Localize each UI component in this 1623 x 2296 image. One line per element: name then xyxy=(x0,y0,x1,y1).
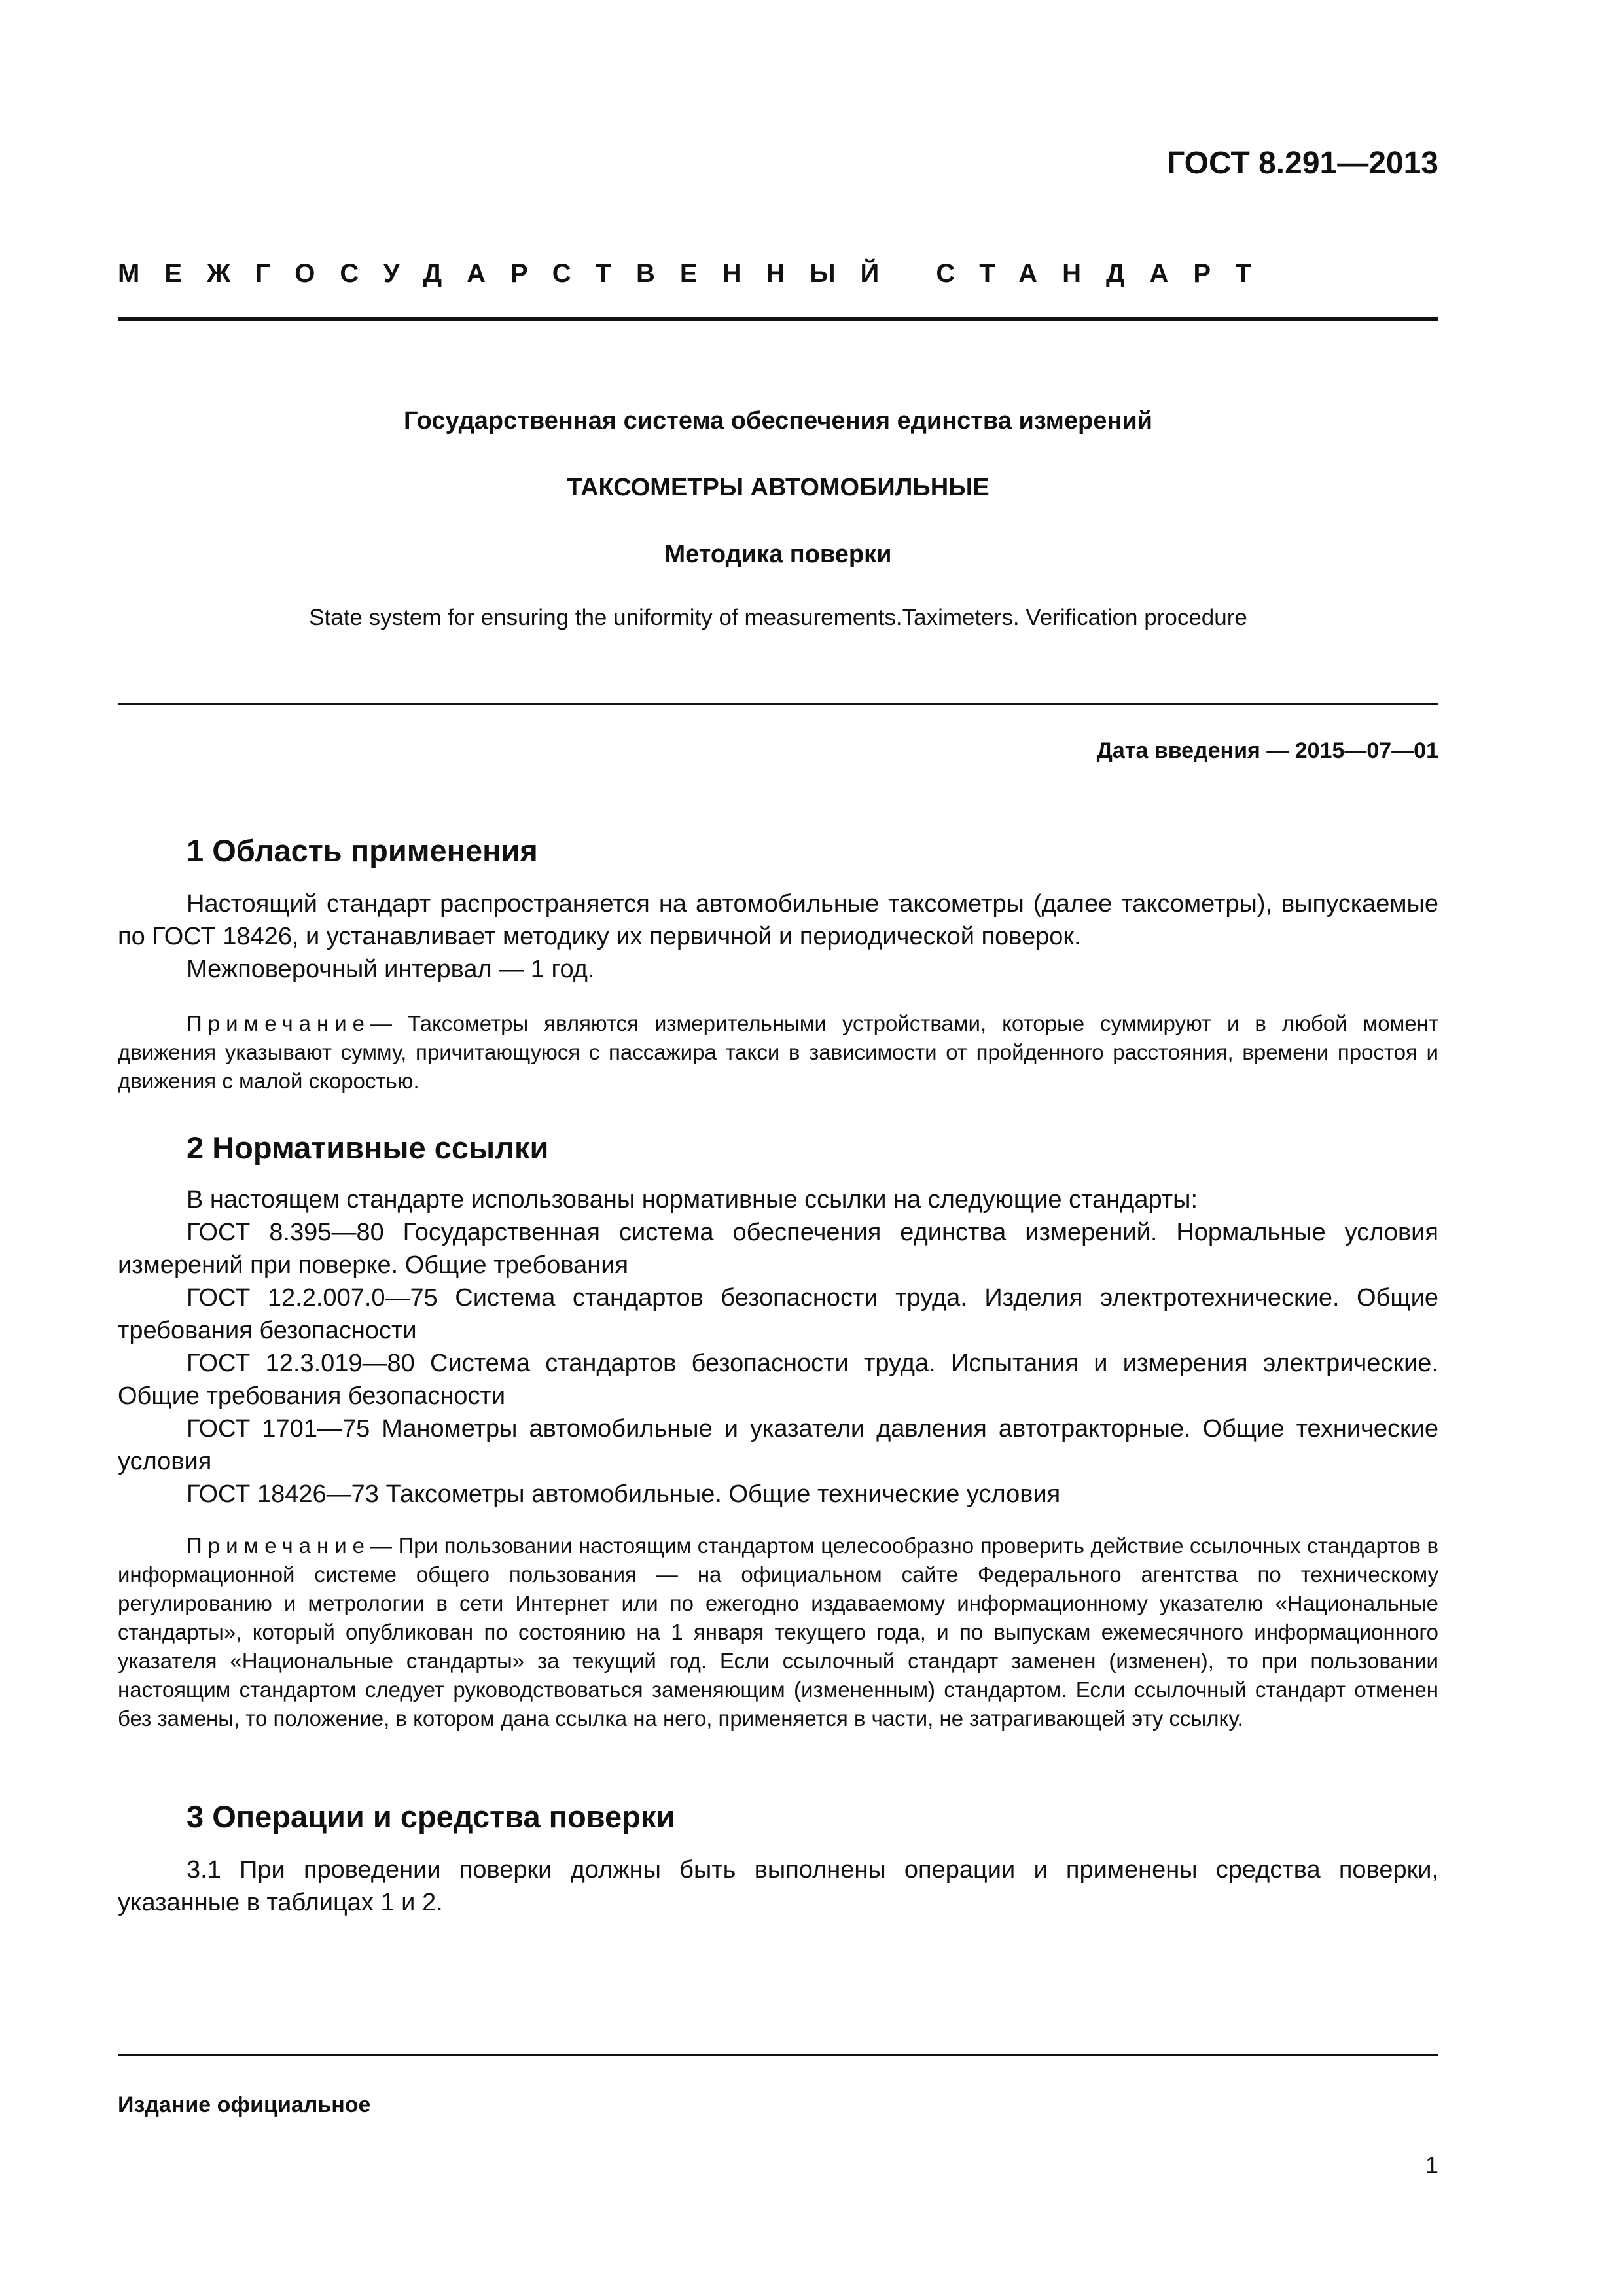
document-code: ГОСТ 8.291—2013 xyxy=(1167,146,1438,181)
section-2-body xyxy=(118,1183,1438,1511)
section-3-heading: 3 Операции и средства поверки xyxy=(187,1799,675,1834)
reference-item: ГОСТ 1701—75 Манометры автомобильные и указатели давления автотракторные. Общие технические условия xyxy=(118,1415,1438,1475)
note-text: — При пользовании настоящим стандартом целесообразно проверить действие ссылочных стандартов в информационной системе общего пользования — на официальном сайте Федерального агентства по техническому регулированию и метрологии в сети Интернет или по ежегодно издаваемому информационному указателю «Национальные стандарты», который опубликован по состоянию на 1 января текущего года, и по выпускам ежемесячного информационного указателя «Национальные стандарты» за текущий год. Если ссылочный стандарт заменен (изменен), то при пользовании настоящим стандартом следует руководствоваться заменяющим (измененным) стандартом. Если ссылочный стандарт отменен без замены, то положение, в котором дана ссылка на него, применяется в части, не затрагивающей эту ссылку. xyxy=(118,1534,1438,1731)
section-1-interval: Межповерочный интервал — 1 год. xyxy=(187,956,595,983)
note-label: Примечание xyxy=(187,1534,371,1558)
section-2-intro: В настоящем стандарте использованы нормативные ссылки на следующие стандарты: xyxy=(187,1186,1198,1213)
title-english: State system for ensuring the uniformity of measurements.Taximeters. Verification procedure xyxy=(309,605,1247,630)
section-1-body xyxy=(118,888,1438,986)
section-2-heading: 2 Нормативные ссылки xyxy=(187,1130,549,1165)
title-main: ТАКСОМЕТРЫ АВТОМОБИЛЬНЫЕ xyxy=(567,474,990,501)
reference-item: ГОСТ 8.395—80 Государственная система обеспечения единства измерений. Нормальные условия измерений при поверке. Общие требования xyxy=(118,1219,1438,1279)
section-1-paragraph: Настоящий стандарт распространяется на автомобильные таксометры (далее таксометры), выпускаемые по ГОСТ 18426, и устанавливает методику их первичной и периодической поверок. xyxy=(118,890,1438,950)
header-rule xyxy=(118,317,1438,321)
reference-item: ГОСТ 18426—73 Таксометры автомобильные. Общие технические условия xyxy=(187,1480,1061,1508)
title-system: Государственная система обеспечения единства измерений xyxy=(403,407,1153,435)
title-sub: Методика поверки xyxy=(664,541,892,568)
section-1-note xyxy=(118,1009,1438,1096)
section-3-body xyxy=(118,1854,1438,1919)
official-edition-label: Издание официальное xyxy=(118,2092,371,2117)
reference-item: ГОСТ 12.3.019—80 Система стандартов безопасности труда. Испытания и измерения электрические. Общие требования безопасности xyxy=(118,1350,1438,1410)
section-3-paragraph: 3.1 При проведении поверки должны быть выполнены операции и применены средства поверки, указанные в таблицах 1 и 2. xyxy=(118,1856,1438,1916)
note-text: — Таксометры являются измерительными устройствами, которые суммируют и в любой момент движения указывают сумму, причитающуюся с пассажира такси в зависимости от пройденного расстояния, времени простоя и движения с малой скоростью. xyxy=(118,1011,1438,1093)
section-2-note xyxy=(118,1532,1438,1733)
reference-item: ГОСТ 12.2.007.0—75 Система стандартов безопасности труда. Изделия электротехнические. Общие требования безопасности xyxy=(118,1284,1438,1344)
standard-type: МЕЖГОСУДАРСТВЕННЫЙ СТАНДАРТ xyxy=(118,259,1276,288)
introduction-date: Дата введения — 2015—07—01 xyxy=(1096,738,1438,763)
page-number: 1 xyxy=(1425,2151,1438,2178)
section-1-heading: 1 Область применения xyxy=(187,833,538,868)
note-label: Примечание xyxy=(187,1011,371,1035)
footer-rule xyxy=(118,2054,1438,2056)
title-rule xyxy=(118,703,1438,705)
